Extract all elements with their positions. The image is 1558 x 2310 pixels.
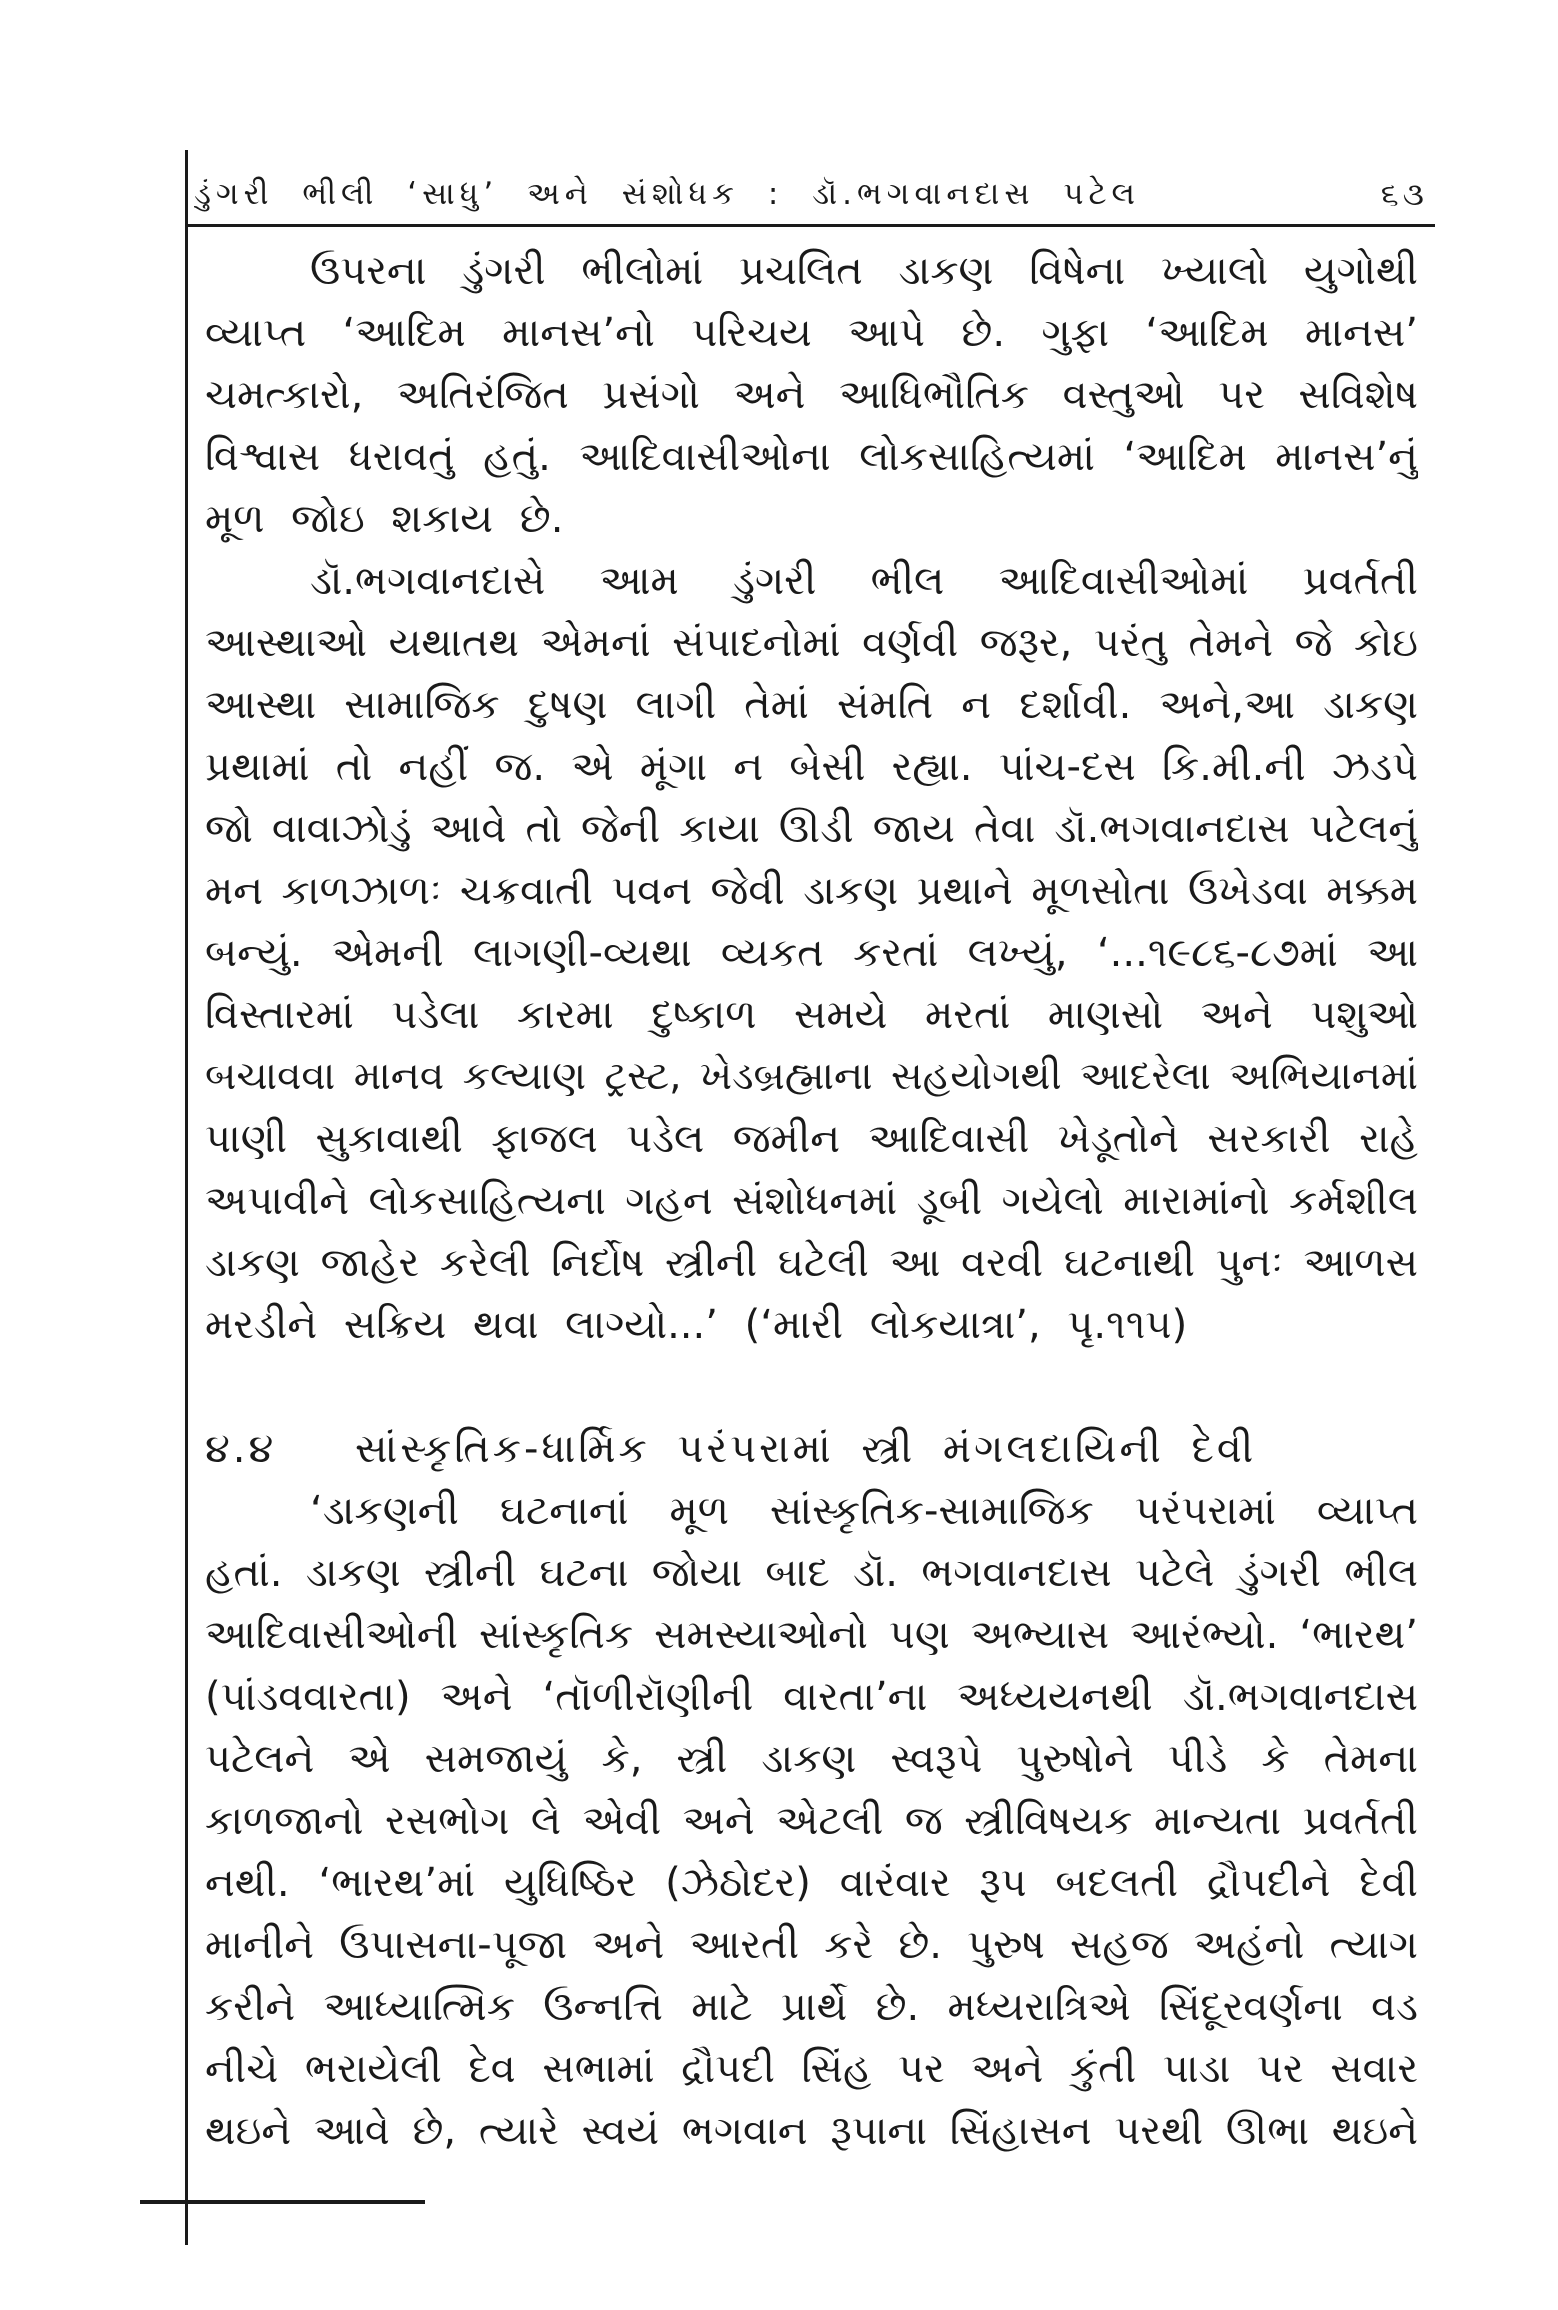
section-number: ૪.૪ [205, 1426, 277, 1472]
margin-vertical-rule [185, 150, 188, 2245]
text-line: ડાકણ જાહેર કરેલી નિર્દોષ સ્ત્રીની ઘટેલી આ વરવી ઘટનાથી પુનઃ આળસ [205, 1240, 1418, 1286]
section-heading [205, 1418, 1418, 1480]
text-line: મરડીને સક્રિય થવા લાગ્યો...’ (‘મારી લોકયાત્રા’, પૃ.૧૧૫) [205, 1302, 1188, 1348]
text-line: કરીને આધ્યાત્મિક ઉન્નત્તિ માટે પ્રાર્થે છે. મધ્યરાત્રિએ સિંદૂરવર્ણના વડ [205, 1984, 1418, 2030]
text-line: મૂળ જોઇ શકાય છે. [205, 496, 564, 542]
paragraph [205, 240, 1418, 550]
text-line: બચાવવા માનવ કલ્યાણ ટ્રસ્ટ, ખેડબ્રહ્માના સહયોગથી આદરેલા અભિયાનમાં [205, 1054, 1418, 1099]
text-line: આસ્થા સામાજિક દુષણ લાગી તેમાં સંમતિ ન દર્શાવી. અને,આ ડાકણ [205, 682, 1418, 728]
text-line: વિસ્તારમાં પડેલા કારમા દુષ્કાળ સમયે મરતાં માણસો અને પશુઓ [205, 992, 1418, 1038]
text-line: ડૉ.ભગવાનદાસે આમ ડુંગરી ભીલ આદિવાસીઓમાં પ્રવર્તતી [310, 558, 1418, 604]
text-line: ઉપરના ડુંગરી ભીલોમાં પ્રચલિત ડાકણ વિષેના ખ્યાલો યુગોથી [310, 248, 1418, 294]
text-line: પ્રથામાં તો નહીં જ. એ મૂંગા ન બેસી રહ્યા. પાંચ-દસ કિ.મી.ની ઝડપે [205, 744, 1418, 790]
footer-rule [140, 2200, 425, 2204]
section-spacer [205, 1356, 1418, 1418]
running-header [194, 166, 1428, 218]
text-line: થઇને આવે છે, ત્યારે સ્વયં ભગવાન રૂપાના સિંહાસન પરથી ઊભા થઇને [205, 2108, 1418, 2154]
text-line: ચમત્કારો, અતિરંજિત પ્રસંગો અને આધિભૌતિક વસ્તુઓ પર સવિશેષ [205, 372, 1418, 418]
text-line: પટેલને એ સમજાયું કે, સ્ત્રી ડાકણ સ્વરૂપે પુરુષોને પીડે કે તેમના [205, 1736, 1418, 1782]
text-line: પાણી સુકાવાથી ફાજલ પડેલ જમીન આદિવાસી ખેડૂતોને સરકારી રાહે [205, 1116, 1418, 1162]
text-line: આસ્થાઓ યથાતથ એમનાં સંપાદનોમાં વર્ણવી જરૂર, પરંતુ તેમને જે કોઇ [205, 620, 1418, 666]
text-line: નથી. ‘ભારથ’માં યુધિષ્ઠિર (ઝેઠોદર) વારંવાર રૂપ બદલતી દ્રૌપદીને દેવી [205, 1860, 1418, 1906]
page-body [205, 240, 1418, 2162]
page-number: ૬૩ [1380, 175, 1428, 213]
text-line: જો વાવાઝોડું આવે તો જેની કાયા ઊડી જાય તેવા ડૉ.ભગવાનદાસ પટેલનું [205, 806, 1418, 852]
text-line: હતાં. ડાકણ સ્ત્રીની ઘટના જોયા બાદ ડૉ. ભગવાનદાસ પટેલે ડુંગરી ભીલ [205, 1550, 1418, 1596]
text-line: કાળજાનો રસભોગ લે એવી અને એટલી જ સ્ત્રીવિષયક માન્યતા પ્રવર્તતી [205, 1798, 1418, 1844]
text-line: ‘ડાકણની ઘટનાનાં મૂળ સાંસ્કૃતિક-સામાજિક પરંપરામાં વ્યાપ્ત [310, 1488, 1418, 1534]
section-title: સાંસ્કૃતિક-ધાર્મિક પરંપરામાં સ્ત્રી મંગલદાયિની દેવી [355, 1426, 1257, 1472]
text-line: આદિવાસીઓની સાંસ્કૃતિક સમસ્યાઓનો પણ અભ્યાસ આરંભ્યો. ‘ભારથ’ [205, 1612, 1418, 1658]
text-line: વિશ્વાસ ધરાવતું હતું. આદિવાસીઓના લોકસાહિત્યમાં ‘આદિમ માનસ’નું [205, 434, 1418, 480]
paragraph [205, 1480, 1418, 2162]
text-line: (પાંડવવારતા) અને ‘તૉળીરૉણીની વારતા’ના અધ્યયનથી ડૉ.ભગવાનદાસ [205, 1674, 1418, 1720]
text-line: વ્યાપ્ત ‘આદિમ માનસ’નો પરિચય આપે છે. ગુફા ‘આદિમ માનસ’ [205, 310, 1418, 356]
text-line: માનીને ઉપાસના-પૂજા અને આરતી કરે છે. પુરુષ સહજ અહંનો ત્યાગ [205, 1922, 1418, 1968]
running-header-title: ડુંગરી ભીલી ‘સાધુ’ અને સંશોધક : ડૉ.ભગવાનદાસ પટેલ [194, 176, 1140, 212]
text-line: બન્યું. એમની લાગણી-વ્યથા વ્યકત કરતાં લખ્યું, ‘...૧૯૮૬-૮૭માં આ [205, 930, 1418, 976]
text-line: નીચે ભરાયેલી દેવ સભામાં દ્રૌપદી સિંહ પર અને કુંતી પાડા પર સવાર [205, 2046, 1418, 2092]
header-rule [185, 224, 1435, 227]
paragraph [205, 550, 1418, 1356]
text-line: મન કાળઝાળઃ ચક્રવાતી પવન જેવી ડાકણ પ્રથાને મૂળસોતા ઉખેડવા મક્કમ [205, 868, 1418, 914]
text-line: અપાવીને લોકસાહિત્યના ગહન સંશોધનમાં ડૂબી ગયેલો મારામાંનો કર્મશીલ [205, 1178, 1418, 1224]
